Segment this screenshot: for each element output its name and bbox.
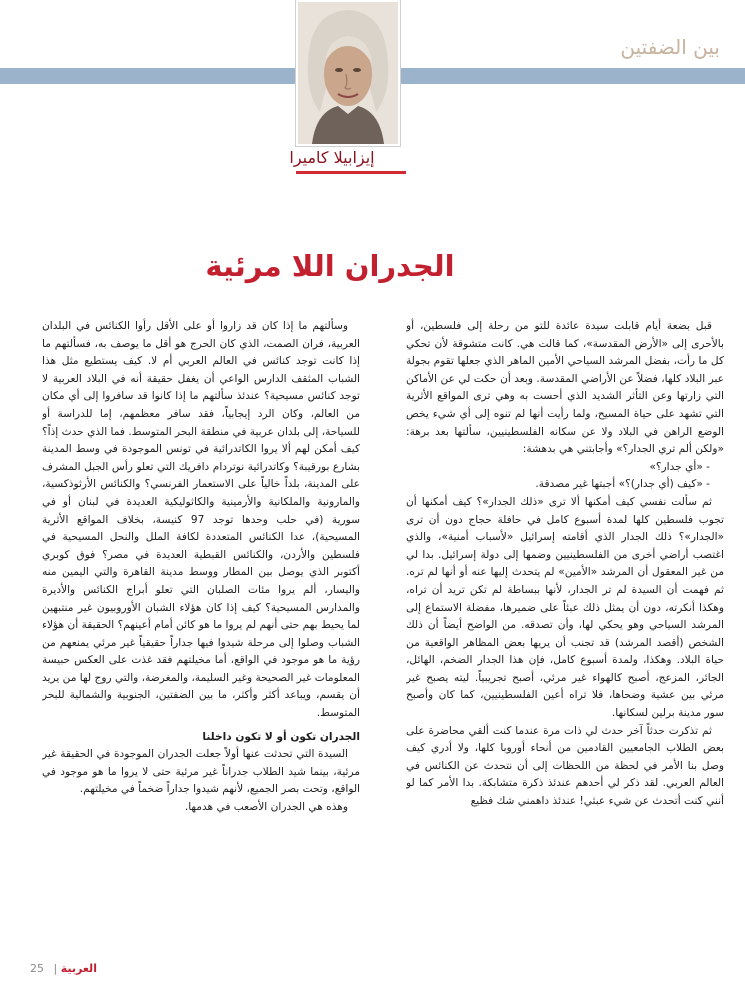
publication-name: العربية	[60, 962, 97, 975]
quote-line: - «أي جدار؟»	[649, 460, 710, 473]
quote-line: - «كيف (أي جدار)؟» أجبتها غير مصدقة.	[535, 478, 710, 491]
paragraph: وسألتهم ما إذا كان قد زاروا أو على الأقل رأوا الكنائس في البلدان العربية، فران الصمت، الذي كان الحرج هو أقل ما يوصف به، فسألتهم ما إذا كانت توجد كنائس في العالم العربي أم لا. كيف يستطيع مثل هذا الشباب المثقف الدارس الواعي أن يغفل حقيقة أنه في البلاد العربية لا توجد كنائس مسيحية؟ عندئذ سألتهم ما إذا كانوا قد سافروا إلى أي مكان من العالم، وكان الرد إيجابياً، فقد سافر معظمهم، إما للدراسة أو للسياحة، إلى بلدان عربية في منطقة البحر المتوسط. فما الذي حدث إذاً؟ كيف أمكن لهم ألا يروا الكاتدرائية في تونس الموجودة في وسط المدينة بشارع بورقيبة؟ وكاتدرائية نوتردام دافريك التي تعلو رأس الجبل المشرف على المدينة، بلداً خالياً على الاستعمار الفرنسي؟ والكنائس الأرثوذكسية، والمارونية والملكانية والأرمينية والكاثوليكية العديدة في لبنان أو في سورية (في حلب وحدها توجد 97 كنيسة، بخلاف المواقع الأثرية المسيحية)، عدا الكنائس المتعددة لكافة الملل والنحل المسيحية في فلسطين والأردن، والكنائس القبطية العديدة في مصر؟ فوق كوبري أكتوبر الذي يوصل بين المطار ووسط مدينة القاهرة والتي اليمين منه واليسار، ألم يروا مئات الصلبان التي تعلو أبراج الكنائس والأديرة والمدارس المسيحية؟ كيف إذا كان هؤلاء الشبان الأوروبيون غير منتبهين لما يحيط بهم حتى أنهم لم يروا ما هو كائن أمام أعينهم؟ الحقيقة أن هؤلاء الشباب وصلوا إلى مرحلة شيدوا فيها جداراً حقيقياً غير مرئي يمنعهم من رؤية ما هو موجود في الواقع، أما مخيلتهم فقد غذت على العكس حبيسة المعلومات غير الصحيحة وغير السليمة، والمغرضة، والتي روج لها من يريد أن يقسم، ويباعد أكثر وأكثر، ما بين الضفتين، الجنوبية والشمالية للبحر المتوسط.	[42, 320, 360, 720]
footer-separator: |	[53, 962, 58, 975]
article-column-right	[406, 318, 724, 950]
paragraph: وهذه هي الجدران الأصعب في هدمها.	[184, 801, 348, 814]
paragraph: ثم تذكرت حدثاً آخر حدث لي ذات مرة عندما كنت ألقي محاضرة على بعض الطلاب الجامعيين القادمين من أنحاء أوروبا كلها، ولا أدري كيف وصل بنا الأمر في لحظة من اللحظات إلى أن نتحدث عن الكنائس في العالم العربي. لقد ذكر لي أحدهم عندئذ ذكرة متشابكة. بدا الأمر كما لو أنني كنت أتحدث عن شيء عبثي! عندئذ داهمني شك فظيع	[406, 724, 724, 808]
paragraph: السيدة التي تحدثت عنها أولاً جعلت الجدران الموجودة في الحقيقة غير مرئية، بينما شيد الطلاب جدراناً غير مرئية حتى لا يروا ما هو موجود في الواقع، وتحت بصر الجميع، لأنهم شيدوا جداراً ضخماً في مخيلتهم.	[42, 748, 360, 796]
author-portrait-image	[298, 2, 398, 144]
page-number: 25	[30, 962, 44, 975]
section-title: بين الضفتين	[620, 35, 720, 59]
paragraph: قبل بضعة أيام قابلت سيدة عائدة للتو من رحلة إلى فلسطين، أو بالأحرى إلى «الأرض المقدسة»، كما قالت هي. كانت متشوقة لأن تحكي كل ما رأت، بفضل المرشد السياحي الأمين الماهر الذي جعلها تقوم بجولة عبر البلاد كلها، فضلاً عن الأراضي المقدسة. وبعد أن حكت لي عن الأماكن التي زارتها وعن التأثر الشديد الذي أحست به وهي ترى المواقع الأثرية التي تشهد على حياة المسيح، ولما رأيت أنها لم تنوه إلى أي شيء يخص الوضع الراهن في البلاد ولا عن سكانه الفلسطينيين، سألتها بعد برهة: «ولكن ألم تري الجدار؟» وأجابتني هي بدهشة:	[406, 320, 724, 456]
subheading: الجدران تكون أو لا تكون داخلنا	[202, 730, 360, 743]
article-title: الجدران اللا مرئية	[205, 249, 455, 284]
author-photo	[296, 0, 400, 146]
article-column-left	[42, 318, 360, 950]
author-name-underline	[296, 171, 406, 174]
page-footer	[30, 960, 97, 978]
author-name: إيزابيلا كاميرا	[289, 148, 375, 167]
paragraph: ثم سألت نفسي كيف أمكنها ألا ترى «ذلك الجدار»؟ كيف أمكنها أن تجوب فلسطين كلها لمدة أسبوع كامل في حافلة حجاج دون أن ترى «الجدار»؟ ذلك الجدار الذي أقامته إسرائيل «لأسباب أمنية»، والذي اغتصب أراضي أخرى من الفلسطينيين وضمها إلى دولة إسرائيل. بدا لي من غير المعقول أن المرشد «الأمين» لم يتحدث إليها عنه أو أنها لم تره. ثم فهمت أن السيدة لم تر الجدار، لأنها ببساطة لم تكن تريد أن تراه، وهكذا أنكرته، دون أن يمثل ذلك عبئاً على ضميرها، مفضلة الاستماع إلى المرشد السياحي وهو يحكي لها، وأن تصدقه. من الواضح أيضاً أن ذلك الشخص (أقصد المرشد) قد تجنب أن يريها بعض المظاهر الواقعية من حياة البلاد. وهكذا، ولمدة أسبوع كامل، فإن هذا الجدار الضخم، الهائل، الجائر، المزعج، أصبح كالهواء غير مرئي، أصبح تجريبياً. ليته يصبح غير مرئي بين عشية وضحاها، فلا تراه أعين الفلسطينيين، كما كان وأصبح سور مدينة برلين لسكانها.	[406, 495, 724, 720]
